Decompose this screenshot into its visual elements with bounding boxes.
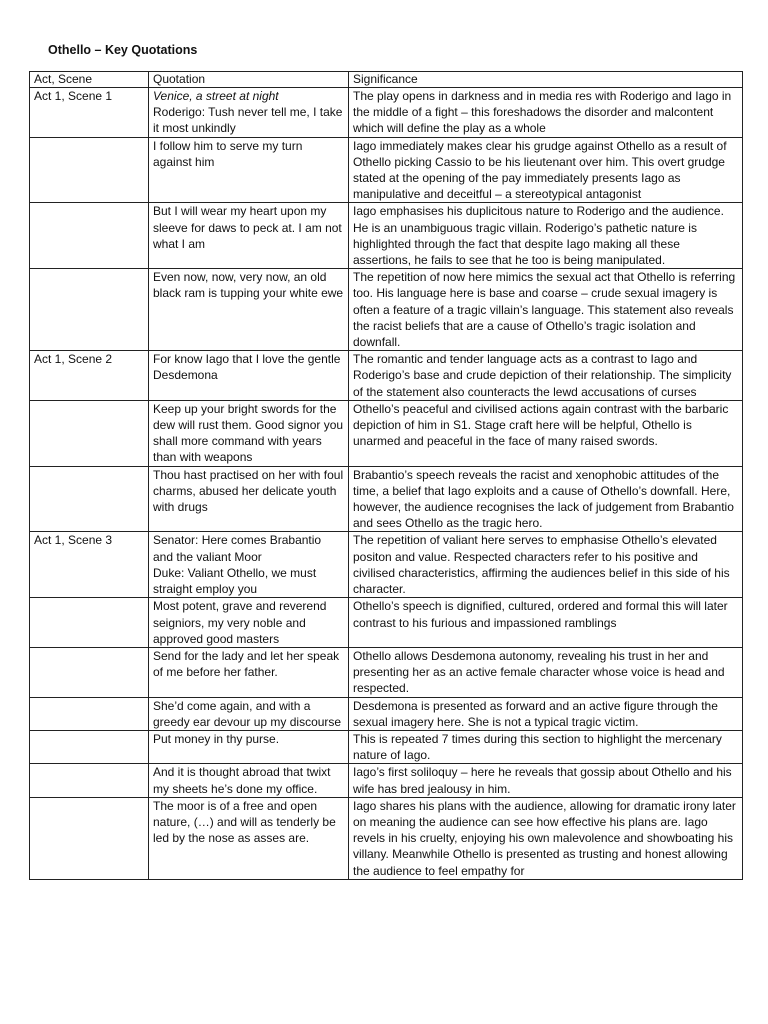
significance-cell: Iago emphasises his duplicitous nature to Roderigo and the audience. He is an unambiguous tragic villain. Roderigo’s pathetic nature is highlighted through the fact that despite Iago making all these assertions, he fails to see that he too is being manipulated. bbox=[349, 203, 743, 269]
quotation-line: And it is thought abroad that twixt my sheets he’s done my office. bbox=[153, 765, 331, 796]
quotation-line: Send for the lady and let her speak of me before her father. bbox=[153, 648, 340, 680]
significance-cell: This is repeated 7 times during this section to highlight the mercenary nature of Iago. bbox=[349, 730, 743, 763]
significance-cell: Othello’s speech is dignified, cultured, ordered and formal this will later contrast to his furious and impassioned ramblings bbox=[349, 598, 743, 648]
significance-cell: Desdemona is presented as forward and an active figure through the sexual imagery here. She is not a typical tragic victim. bbox=[349, 697, 743, 730]
significance-cell: Iago shares his plans with the audience, allowing for dramatic irony later on meaning the audience can see how effective his plans are. Iago revels in his cruelty, enjoying his own malevolence and showboating his villany. Meanwhile Othello is presented as trusting and honest allowing the audience to feel empathy for bbox=[349, 797, 743, 879]
page-title: Othello – Key Quotations bbox=[48, 43, 198, 57]
act-scene-cell bbox=[30, 730, 149, 763]
quotation-line: Duke: Valiant Othello, we must straight employ you bbox=[153, 565, 317, 597]
act-scene-cell bbox=[30, 764, 149, 797]
header-act-scene: Act, Scene bbox=[30, 72, 149, 88]
quotation-cell bbox=[149, 400, 349, 466]
quotation-line: The moor is of a free and open nature, (…) and will as tenderly be led by the nose as asses are. bbox=[153, 798, 336, 846]
header-quotation: Quotation bbox=[149, 72, 349, 88]
table-row bbox=[30, 730, 743, 763]
table-row bbox=[30, 400, 743, 466]
quotation-line: But I will wear my heart upon my sleeve for daws to peck at. I am not what I am bbox=[153, 204, 342, 251]
act-scene-cell bbox=[30, 269, 149, 351]
quotation-cell bbox=[149, 466, 349, 532]
quotation-cell bbox=[149, 203, 349, 269]
quotation-line: Put money in thy purse. bbox=[153, 731, 280, 746]
act-scene-cell: Act 1, Scene 3 bbox=[30, 532, 149, 598]
table-row bbox=[30, 269, 743, 351]
act-scene-cell bbox=[30, 466, 149, 532]
significance-cell: Othello allows Desdemona autonomy, revealing his trust in her and presenting her as an active female character whose voice is head and respected. bbox=[349, 647, 743, 697]
act-scene-cell bbox=[30, 137, 149, 203]
table-row bbox=[30, 351, 743, 401]
act-scene-cell bbox=[30, 697, 149, 730]
quotation-line: Venice, a street at night bbox=[153, 89, 279, 103]
quotation-cell bbox=[149, 269, 349, 351]
act-scene-cell bbox=[30, 598, 149, 648]
significance-cell: The play opens in darkness and in media res with Roderigo and Iago in the middle of a fight – this foreshadows the disorder and malcontent which will define the play as a whole bbox=[349, 88, 743, 138]
quotation-cell bbox=[149, 137, 349, 203]
quotation-line: Keep up your bright swords for the dew will rust them. Good signor you shall more command with years than with weapons bbox=[153, 401, 344, 465]
significance-cell: Othello’s peaceful and civilised actions again contrast with the barbaric depiction of him in S1. Stage craft here will be helpful, Othello is unarmed and peaceful in the face of many raised swords. bbox=[349, 400, 743, 466]
quotation-line: Even now, now, very now, an old black ram is tupping your white ewe bbox=[153, 270, 344, 301]
table-row bbox=[30, 764, 743, 797]
act-scene-cell bbox=[30, 400, 149, 466]
significance-cell: Iago’s first soliloquy – here he reveals that gossip about Othello and his wife has bred jealousy in him. bbox=[349, 764, 743, 797]
quotation-cell bbox=[149, 697, 349, 730]
quotation-cell bbox=[149, 797, 349, 879]
table-row bbox=[30, 137, 743, 203]
quotation-line: She’d come again, and with a greedy ear devour up my discourse bbox=[153, 698, 342, 729]
act-scene-cell bbox=[30, 647, 149, 697]
quotation-line: Most potent, grave and reverend seigniors, my very noble and approved good masters bbox=[153, 599, 327, 646]
table-row bbox=[30, 697, 743, 730]
quotation-cell bbox=[149, 647, 349, 697]
table-row bbox=[30, 797, 743, 879]
table-row bbox=[30, 203, 743, 269]
significance-cell: The romantic and tender language acts as a contrast to Iago and Roderigo’s base and crude depiction of their relationship. The simplicity of the statement also counteracts the lewd accusations of curses bbox=[349, 351, 743, 401]
quotation-cell bbox=[149, 598, 349, 648]
act-scene-cell: Act 1, Scene 2 bbox=[30, 351, 149, 401]
significance-cell: Brabantio’s speech reveals the racist and xenophobic attitudes of the time, a belief that Iago exploits and a cause of Othello’s downfall. Here, however, the audience recognises the lack of judgement from Brabantio and sees Othello as the tragic hero. bbox=[349, 466, 743, 532]
act-scene-cell: Act 1, Scene 1 bbox=[30, 88, 149, 138]
table-header-row bbox=[30, 72, 743, 88]
quotation-cell bbox=[149, 88, 349, 138]
quotations-table bbox=[29, 71, 743, 880]
table-row bbox=[30, 532, 743, 598]
table-row bbox=[30, 466, 743, 532]
quotation-cell bbox=[149, 351, 349, 401]
table-row bbox=[30, 88, 743, 138]
quotation-line: I follow him to serve my turn against him bbox=[153, 138, 303, 169]
act-scene-cell bbox=[30, 797, 149, 879]
significance-cell: The repetition of valiant here serves to emphasise Othello’s elevated positon and value. Respected characters refer to his positive and civilised characteristics, affirming the audiences belief in this side of his character. bbox=[349, 532, 743, 598]
header-significance: Significance bbox=[349, 72, 743, 88]
significance-cell: The repetition of now here mimics the sexual act that Othello is referring too. His language here is base and coarse – crude sexual imagery is often a feature of a tragic villain’s language. This statement also reveals the racist beliefs that are a cause of Othello’s tragic isolation and downfall. bbox=[349, 269, 743, 351]
quotation-line: Thou hast practised on her with foul charms, abused her delicate youth with drugs bbox=[153, 467, 344, 515]
act-scene-cell bbox=[30, 203, 149, 269]
table-body bbox=[30, 88, 743, 880]
quotation-line: Senator: Here comes Brabantio and the valiant Moor bbox=[153, 533, 322, 564]
table-row bbox=[30, 598, 743, 648]
significance-cell: Iago immediately makes clear his grudge against Othello as a result of Othello picking Cassio to be his lieutenant over him. This overt grudge stated at the opening of the pay immediately presents Iago as manipulative and deceitful – a stereotypical antagonist bbox=[349, 137, 743, 203]
quotation-cell bbox=[149, 730, 349, 763]
quotation-cell bbox=[149, 532, 349, 598]
quotation-line: Roderigo: Tush never tell me, I take it most unkindly bbox=[153, 105, 343, 136]
table-row bbox=[30, 647, 743, 697]
quotation-cell bbox=[149, 764, 349, 797]
quotation-line: For know Iago that I love the gentle Desdemona bbox=[153, 352, 341, 383]
